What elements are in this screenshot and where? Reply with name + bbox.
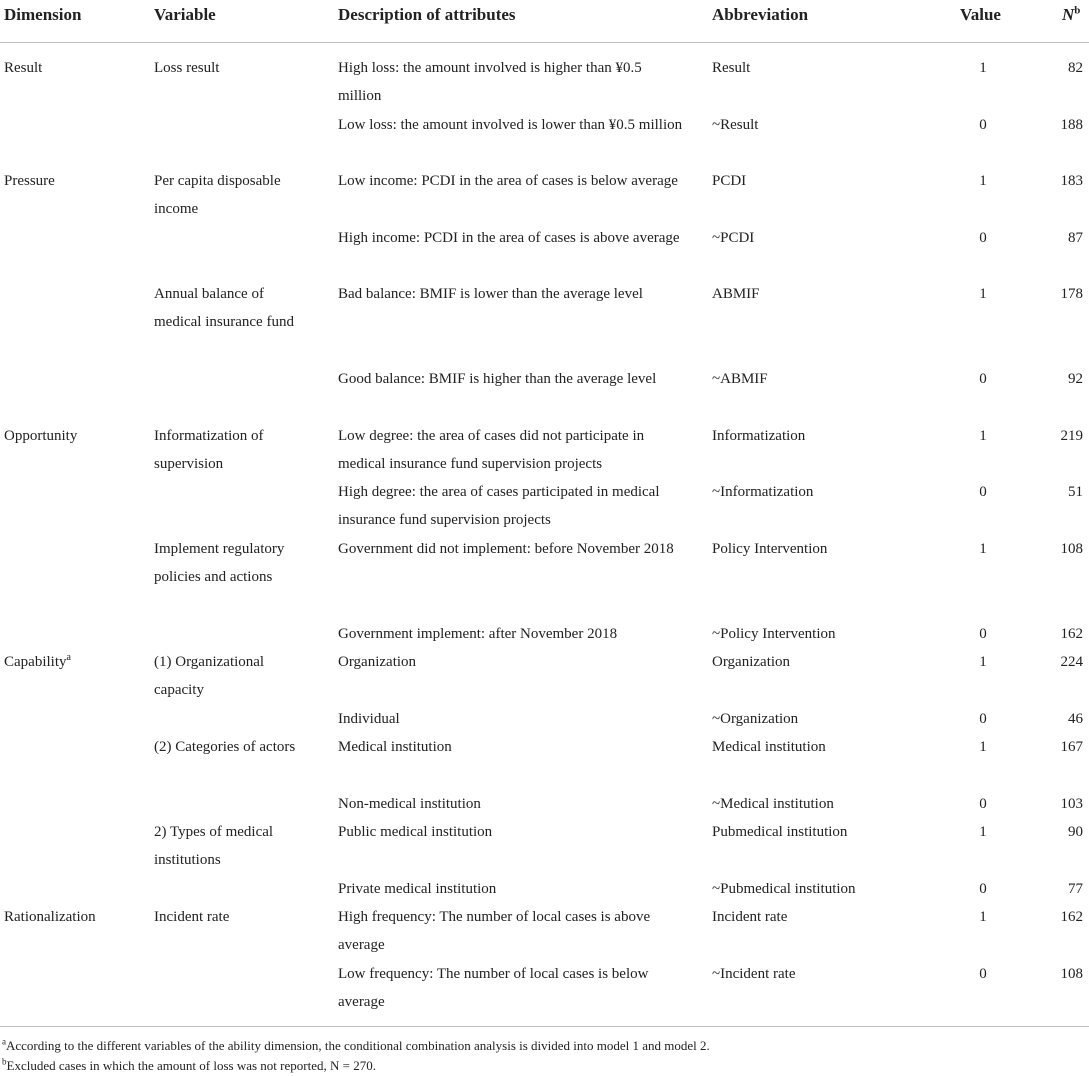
- row-description-text: Government did not implement: before November 2018: [338, 541, 674, 557]
- row-value-text: 1: [979, 541, 987, 557]
- row-abbreviation-text: ~Medical institution: [712, 796, 834, 812]
- row-dimension: [4, 648, 144, 676]
- row-abbreviation-text: ABMIF: [712, 286, 760, 302]
- row-n: [1020, 167, 1083, 195]
- row-description-text: Public medical institution: [338, 824, 493, 840]
- row-variable: [154, 167, 304, 223]
- row-n-text: 92: [1068, 371, 1083, 387]
- row-abbreviation-text: Policy Intervention: [712, 541, 828, 557]
- row-abbreviation-text: ~Organization: [712, 711, 799, 727]
- row-n: [1020, 705, 1083, 733]
- row-dimension-text: Opportunity: [4, 428, 78, 444]
- row-variable-text: Annual balance of medical insurance fund: [154, 286, 294, 330]
- row-abbreviation: [712, 733, 932, 761]
- row-dimension-text: Result: [4, 60, 43, 76]
- row-n: [1020, 790, 1083, 818]
- row-n-text: 90: [1068, 824, 1083, 840]
- row-abbreviation-text: ~Pubmedical institution: [712, 881, 856, 897]
- row-description: [338, 365, 683, 393]
- row-n-text: 178: [1060, 286, 1083, 302]
- row-description: [338, 478, 683, 534]
- row-description-text: Low loss: the amount involved is lower than ¥0.5 million: [338, 117, 683, 133]
- row-n-text: 167: [1060, 739, 1083, 755]
- row-abbreviation-text: Informatization: [712, 428, 806, 444]
- row-abbreviation-text: ~Policy Intervention: [712, 626, 836, 642]
- row-n: [1020, 280, 1083, 308]
- row-abbreviation-text: Medical institution: [712, 739, 826, 755]
- row-abbreviation: [712, 620, 932, 648]
- row-description-text: Low income: PCDI in the area of cases is below average: [338, 173, 678, 189]
- row-n-text: 183: [1060, 173, 1083, 189]
- row-abbreviation-text: Pubmedical institution: [712, 824, 848, 840]
- row-n-text: 219: [1060, 428, 1083, 444]
- footnote-b-mark: b: [2, 1056, 7, 1067]
- row-value-text: 1: [979, 824, 987, 840]
- row-dimension-text: Capability: [4, 654, 67, 670]
- row-variable-text: Incident rate: [154, 909, 230, 925]
- row-value-text: 0: [979, 881, 987, 897]
- row-description-text: Medical institution: [338, 739, 452, 755]
- row-n: [1020, 903, 1083, 931]
- row-dimension: [4, 167, 144, 195]
- row-variable: [154, 648, 304, 704]
- row-value-text: 1: [979, 428, 987, 444]
- row-value-text: 1: [979, 286, 987, 302]
- row-variable-text: Informatization of supervision: [154, 428, 264, 472]
- row-abbreviation: [712, 648, 932, 676]
- row-description-text: Low degree: the area of cases did not participate in medical insurance fund supervision projects: [338, 428, 645, 472]
- row-description-text: High income: PCDI in the area of cases is above average: [338, 230, 680, 246]
- row-description: [338, 54, 683, 110]
- row-description: [338, 875, 683, 903]
- row-value: [960, 111, 1006, 139]
- row-description: [338, 733, 683, 761]
- row-description: [338, 535, 683, 563]
- row-n: [1020, 111, 1083, 139]
- row-description-text: High frequency: The number of local cases is above average: [338, 909, 651, 953]
- row-abbreviation: [712, 167, 932, 195]
- row-dimension-text: Rationalization: [4, 909, 96, 925]
- footnote-a: [2, 1036, 710, 1056]
- row-n: [1020, 818, 1083, 846]
- row-value: [960, 903, 1006, 931]
- row-value-text: 0: [979, 711, 987, 727]
- row-value-text: 0: [979, 117, 987, 133]
- row-n: [1020, 648, 1083, 676]
- row-abbreviation-text: ~Incident rate: [712, 966, 796, 982]
- row-abbreviation: [712, 875, 932, 903]
- row-value: [960, 422, 1006, 450]
- row-value: [960, 960, 1006, 988]
- row-abbreviation: [712, 365, 932, 393]
- row-value: [960, 620, 1006, 648]
- row-n: [1020, 54, 1083, 82]
- row-abbreviation: [712, 705, 932, 733]
- row-n: [1020, 478, 1083, 506]
- row-value: [960, 705, 1006, 733]
- row-n: [1020, 422, 1083, 450]
- row-description-text: High degree: the area of cases participated in medical insurance fund supervision projects: [338, 484, 660, 528]
- row-value: [960, 733, 1006, 761]
- row-value: [960, 167, 1006, 195]
- row-description-text: Non-medical institution: [338, 796, 481, 812]
- row-abbreviation: [712, 422, 932, 450]
- row-value: [960, 818, 1006, 846]
- row-dimension: [4, 903, 144, 931]
- row-abbreviation-text: ~PCDI: [712, 230, 755, 246]
- row-n-text: 162: [1060, 909, 1083, 925]
- row-value: [960, 280, 1006, 308]
- row-value-text: 0: [979, 796, 987, 812]
- row-value: [960, 875, 1006, 903]
- row-n-text: 51: [1068, 484, 1083, 500]
- header-n-footnote-mark: b: [1074, 4, 1081, 17]
- row-value: [960, 648, 1006, 676]
- row-abbreviation-text: Organization: [712, 654, 791, 670]
- header-n-label: N: [1062, 5, 1075, 24]
- row-abbreviation-text: ~Informatization: [712, 484, 814, 500]
- row-variable: [154, 535, 304, 591]
- row-n: [1020, 960, 1083, 988]
- row-n: [1020, 733, 1083, 761]
- row-variable-text: (2) Categories of actors: [154, 739, 296, 755]
- row-value: [960, 365, 1006, 393]
- row-description: [338, 648, 683, 676]
- row-value-text: 0: [979, 371, 987, 387]
- row-value: [960, 54, 1006, 82]
- row-description: [338, 790, 683, 818]
- row-description: [338, 818, 683, 846]
- row-n-text: 108: [1060, 966, 1083, 982]
- header-variable: Variable: [154, 5, 216, 24]
- row-variable-text: 2) Types of medical institutions: [154, 824, 274, 868]
- row-value-text: 1: [979, 909, 987, 925]
- row-description: [338, 280, 683, 308]
- row-description-text: Low frequency: The number of local cases is below average: [338, 966, 649, 1010]
- row-description-text: Bad balance: BMIF is lower than the average level: [338, 286, 643, 302]
- header-abbreviation: Abbreviation: [712, 5, 809, 24]
- row-description-text: Good balance: BMIF is higher than the average level: [338, 371, 657, 387]
- row-abbreviation-text: ~ABMIF: [712, 371, 768, 387]
- footnote-b-text: Excluded cases in which the amount of loss was not reported, N = 270.: [6, 1058, 376, 1073]
- row-description-text: Private medical institution: [338, 881, 497, 897]
- row-description: [338, 620, 683, 648]
- row-variable: [154, 54, 304, 82]
- footnote-a-text: According to the different variables of the ability dimension, the conditional combination analysis is divided into model 1 and model 2.: [6, 1038, 710, 1053]
- row-description-text: Organization: [338, 654, 417, 670]
- row-abbreviation: [712, 535, 932, 563]
- row-abbreviation: [712, 818, 932, 846]
- row-description: [338, 960, 683, 1016]
- row-abbreviation-text: Incident rate: [712, 909, 788, 925]
- header-description: Description of attributes: [338, 5, 516, 24]
- footnote-b: [2, 1056, 376, 1076]
- row-abbreviation: [712, 790, 932, 818]
- row-abbreviation: [712, 224, 932, 252]
- row-value: [960, 478, 1006, 506]
- row-n-text: 224: [1060, 654, 1083, 670]
- row-value-text: 1: [979, 654, 987, 670]
- row-abbreviation: [712, 478, 932, 506]
- row-value-text: 1: [979, 60, 987, 76]
- row-dimension: [4, 54, 144, 82]
- row-n: [1020, 224, 1083, 252]
- row-dimension: [4, 422, 144, 450]
- row-value: [960, 790, 1006, 818]
- row-n-text: 87: [1068, 230, 1083, 246]
- row-value-text: 0: [979, 484, 987, 500]
- row-value-text: 0: [979, 966, 987, 982]
- row-abbreviation-text: ~Result: [712, 117, 759, 133]
- row-description-text: Individual: [338, 711, 400, 727]
- footnote-a-mark: a: [2, 1036, 6, 1047]
- row-value-text: 0: [979, 626, 987, 642]
- row-variable: [154, 280, 304, 336]
- header-value: Value: [960, 5, 1001, 24]
- header-dimension: Dimension: [4, 5, 82, 24]
- row-value-text: 1: [979, 173, 987, 189]
- dimension-footnote-mark: a: [66, 652, 71, 663]
- row-description: [338, 111, 683, 139]
- row-variable: [154, 422, 304, 478]
- row-n: [1020, 535, 1083, 563]
- row-n: [1020, 365, 1083, 393]
- row-n-text: 77: [1068, 881, 1083, 897]
- footer-rule: [0, 1026, 1089, 1027]
- row-n-text: 82: [1068, 60, 1083, 76]
- row-n-text: 188: [1060, 117, 1083, 133]
- row-value-text: 1: [979, 739, 987, 755]
- row-variable-text: Loss result: [154, 60, 220, 76]
- row-abbreviation-text: PCDI: [712, 173, 747, 189]
- row-dimension-text: Pressure: [4, 173, 55, 189]
- row-n-text: 103: [1060, 796, 1083, 812]
- row-description: [338, 705, 683, 733]
- row-n-text: 162: [1060, 626, 1083, 642]
- row-variable: [154, 903, 304, 931]
- row-variable: [154, 818, 304, 874]
- header-n: [1062, 4, 1080, 26]
- row-variable-text: (1) Organizational capacity: [154, 654, 265, 698]
- row-abbreviation: [712, 960, 932, 988]
- row-abbreviation: [712, 280, 932, 308]
- row-value: [960, 535, 1006, 563]
- row-abbreviation: [712, 54, 932, 82]
- header-rule: [0, 42, 1089, 43]
- row-description-text: High loss: the amount involved is higher than ¥0.5 million: [338, 60, 642, 104]
- row-variable: [154, 733, 304, 761]
- row-variable-text: Per capita disposable income: [154, 173, 281, 217]
- row-n: [1020, 620, 1083, 648]
- row-description-text: Government implement: after November 2018: [338, 626, 618, 642]
- row-description: [338, 167, 683, 195]
- row-value-text: 0: [979, 230, 987, 246]
- row-n-text: 108: [1060, 541, 1083, 557]
- row-description: [338, 903, 683, 959]
- row-description: [338, 224, 683, 252]
- row-n: [1020, 875, 1083, 903]
- row-abbreviation-text: Result: [712, 60, 751, 76]
- row-abbreviation: [712, 111, 932, 139]
- row-n-text: 46: [1068, 711, 1083, 727]
- row-description: [338, 422, 683, 478]
- row-abbreviation: [712, 903, 932, 931]
- row-variable-text: Implement regulatory policies and actions: [154, 541, 285, 585]
- row-value: [960, 224, 1006, 252]
